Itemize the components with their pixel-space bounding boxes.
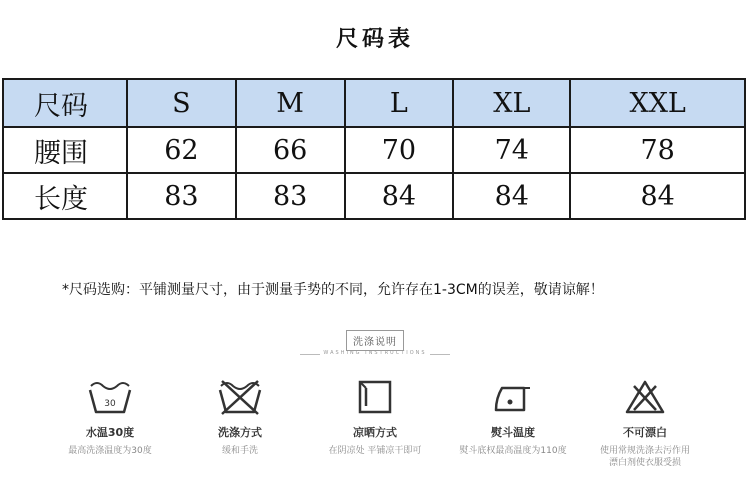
care-desc: 最高洗涤温度为30度 xyxy=(68,446,152,456)
care-item-water-temp xyxy=(40,378,180,457)
care-desc-line: 漂白剂使衣服受损 xyxy=(608,458,681,468)
care-item-bleach xyxy=(575,378,715,469)
table-cell: 83 xyxy=(127,173,236,219)
table-cell: 84 xyxy=(453,173,570,219)
care-subheading: WASHING INSTRUCTIONS xyxy=(323,350,427,356)
care-title: 凉晒方式 xyxy=(353,426,397,439)
header-cell-l: L xyxy=(345,79,454,127)
care-item-iron xyxy=(443,378,583,457)
wash-tub-30-icon xyxy=(87,378,133,416)
table-cell: 78 xyxy=(570,127,745,173)
table-row-waist xyxy=(3,127,745,173)
care-title: 水温30度 xyxy=(85,426,135,439)
header-cell-xl: XL xyxy=(453,79,570,127)
no-bleach-icon xyxy=(622,378,668,416)
care-title: 熨斗温度 xyxy=(491,426,535,439)
header-cell-s: S xyxy=(127,79,236,127)
care-desc xyxy=(575,445,715,469)
iron-icon xyxy=(490,378,536,416)
care-desc-line: 使用常规洗涤去污作用 xyxy=(599,446,690,456)
table-row-length xyxy=(3,173,745,219)
header-cell-m: M xyxy=(236,79,345,127)
header-cell-size: 尺码 xyxy=(3,79,127,127)
care-desc: 缓和手洗 xyxy=(221,446,258,456)
table-cell: 66 xyxy=(236,127,345,173)
care-title: 洗涤方式 xyxy=(218,426,262,439)
header-cell-xxl: XXL xyxy=(570,79,745,127)
table-cell: 70 xyxy=(345,127,454,173)
care-desc: 在阴凉处 平铺凉干即可 xyxy=(328,446,422,456)
care-desc: 熨斗底权最高温度为110度 xyxy=(459,446,567,456)
care-item-drying xyxy=(305,378,445,457)
care-item-wash-method xyxy=(170,378,310,457)
table-cell: 74 xyxy=(453,127,570,173)
row-label-waist: 腰围 xyxy=(3,127,127,173)
table-cell: 84 xyxy=(570,173,745,219)
no-machine-wash-icon xyxy=(217,378,263,416)
size-note: *尺码选购：平铺测量尺寸，由于测量手势的不同，允许存在1-3CM的误差，敬请谅解！ xyxy=(62,282,604,298)
row-label-length: 长度 xyxy=(3,173,127,219)
size-table xyxy=(2,78,746,220)
table-cell: 62 xyxy=(127,127,236,173)
table-cell: 84 xyxy=(345,173,454,219)
wash-temp-label: 30 xyxy=(104,399,116,409)
care-title: 不可漂白 xyxy=(623,426,667,439)
table-cell: 83 xyxy=(236,173,345,219)
care-heading xyxy=(0,330,750,351)
care-heading-label: 洗涤说明 xyxy=(346,330,404,351)
page-title: 尺码表 xyxy=(335,26,414,52)
shade-dry-icon xyxy=(352,378,398,416)
table-header-row xyxy=(3,79,745,127)
